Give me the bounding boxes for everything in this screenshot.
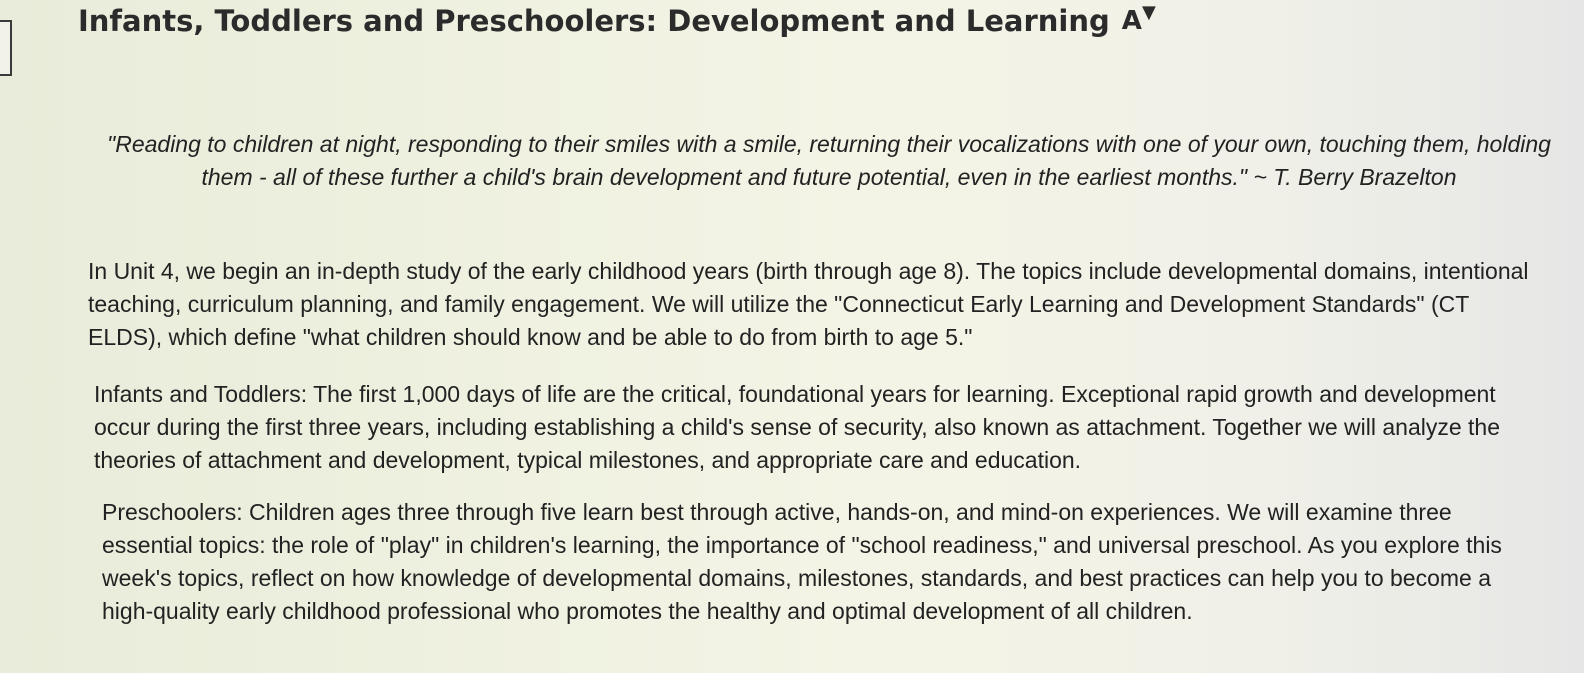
sort-icon-arrow: ▼ <box>1142 2 1156 23</box>
sidebar-collapse-tab[interactable] <box>0 20 12 76</box>
intro-quote: "Reading to children at night, responding to their smiles with a smile, returning their vocalizations with one of your own, touching them, holding them - all of these further a child's brain development and future potential, even in the earliest months." ~ T. Berry Brazelton <box>107 131 1551 190</box>
preschoolers-paragraph: Preschoolers: Children ages three through five learn best through active, hands-on, and mind-on experiences. We will examine three essential topics: the role of "play" in children's learning, the importance of "school readiness," and universal preschool. As you explore this week's topics, reflect on how knowledge of developmental domains, milestones, standards, and best practices can help you to become a high-quality early childhood professional who promotes the healthy and optimal development of all children. <box>102 499 1502 624</box>
text-sort-icon[interactable] <box>1121 2 1156 36</box>
infants-toddlers-paragraph: Infants and Toddlers: The first 1,000 days of life are the critical, foundational years for learning. Exceptional rapid growth and development occur during the first three years, including establishing a child's sense of security, also known as attachment. Together we will analyze the theories of attachment and development, typical milestones, and appropriate care and education. <box>94 381 1500 473</box>
sort-icon-letter: A <box>1121 6 1142 36</box>
page-title <box>78 2 1156 38</box>
page-title-text: Infants, Toddlers and Preschoolers: Development and Learning <box>78 4 1110 38</box>
unit-overview-paragraph: In Unit 4, we begin an in-depth study of the early childhood years (birth through age 8). The topics include developmental domains, intentional teaching, curriculum planning, and family engagement. We will utilize the "Connecticut Early Learning and Development Standards" (CT ELDS), which define "what children should know and be able to do from birth to age 5." <box>88 258 1529 350</box>
